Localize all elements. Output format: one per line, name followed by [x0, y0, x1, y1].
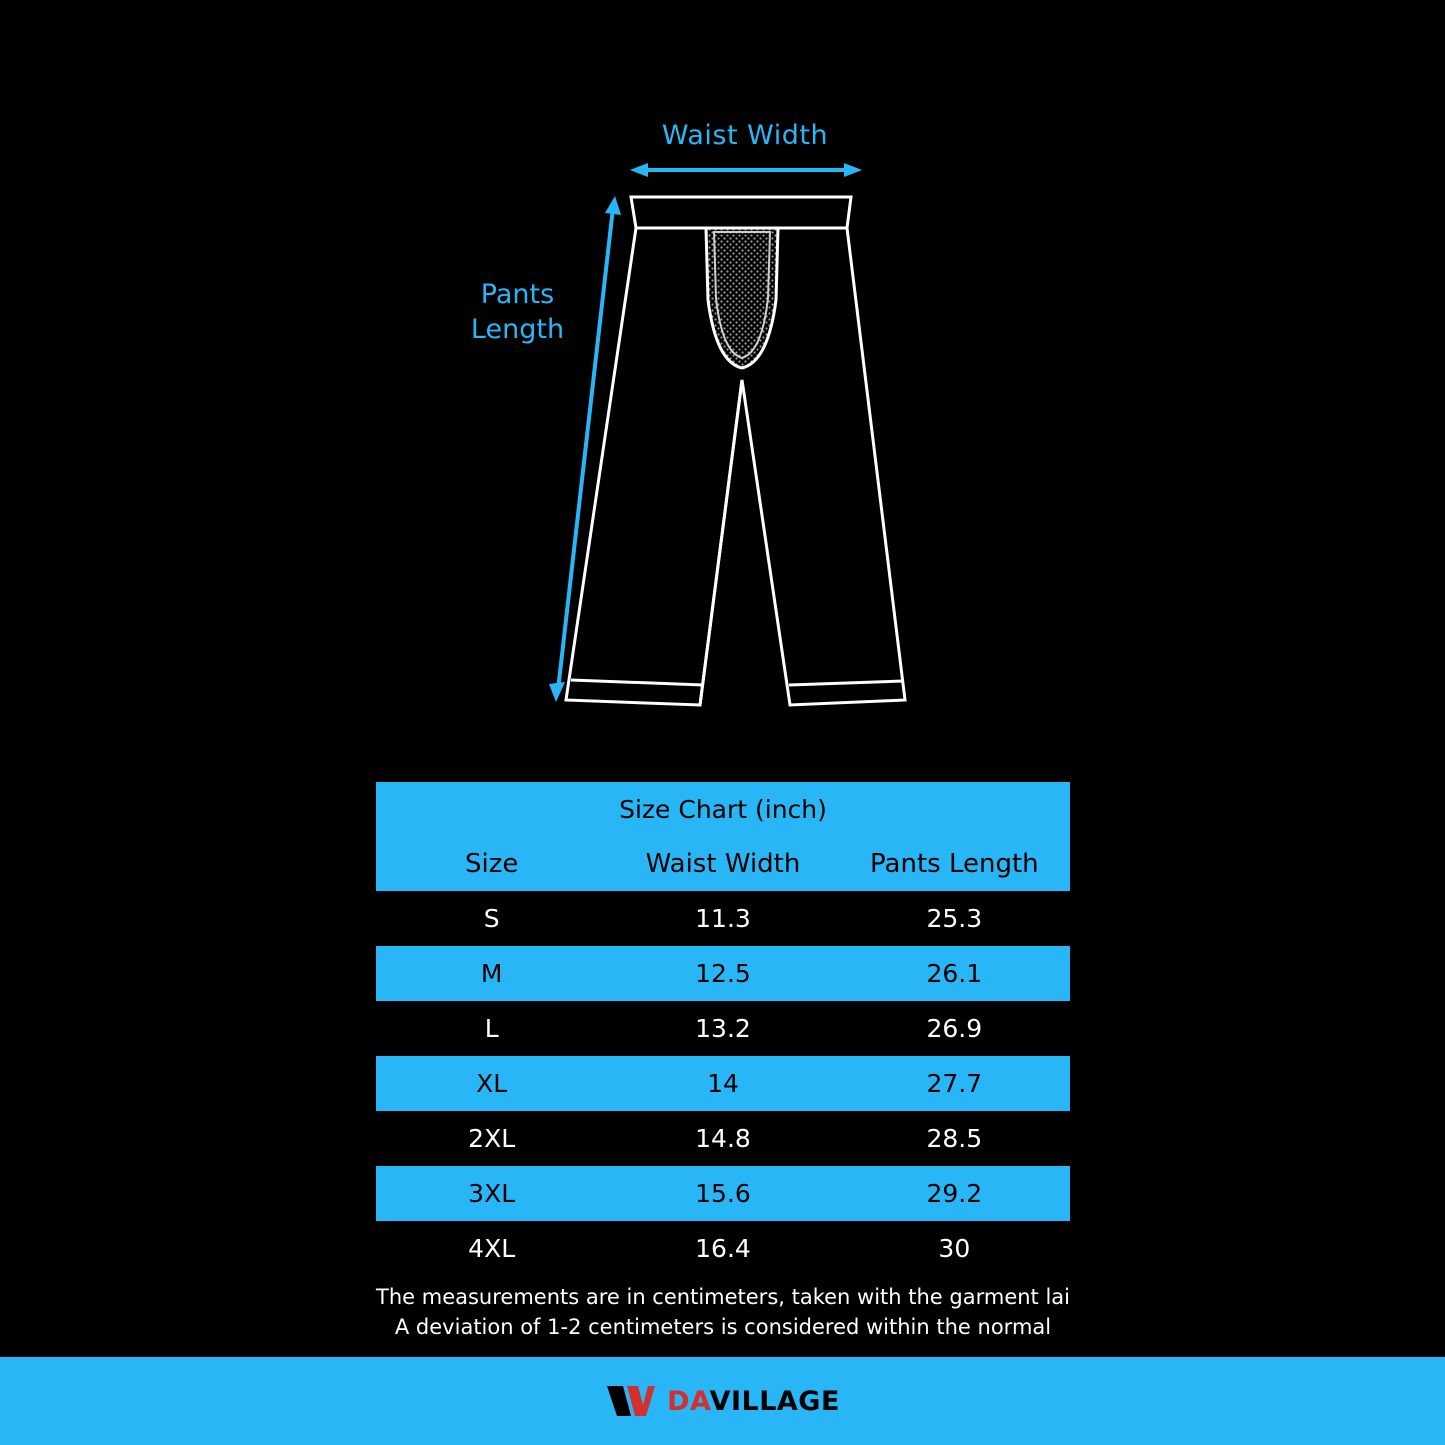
cell-pants-length: 29.2	[839, 1166, 1070, 1221]
cell-pants-length: 25.3	[839, 891, 1070, 946]
cell-waist-width: 15.6	[607, 1166, 838, 1221]
pants-length-label-line2: Length	[470, 313, 565, 345]
brand-logo	[605, 1383, 840, 1419]
cell-size: 4XL	[376, 1221, 607, 1276]
column-header-size: Size	[376, 837, 607, 891]
cell-waist-width: 14	[607, 1056, 838, 1111]
table-row	[376, 1111, 1070, 1166]
size-chart-table	[376, 782, 1070, 1276]
cell-pants-length: 28.5	[839, 1111, 1070, 1166]
cell-pants-length: 26.1	[839, 946, 1070, 1001]
table-row	[376, 1001, 1070, 1056]
cell-pants-length: 30	[839, 1221, 1070, 1276]
size-chart-title: Size Chart (inch)	[376, 782, 1070, 837]
table-title-row	[376, 782, 1070, 837]
table-row	[376, 1056, 1070, 1111]
cell-size: 2XL	[376, 1111, 607, 1166]
mesh-panel	[706, 228, 778, 368]
pants-length-label-line1: Pants	[480, 279, 555, 310]
table-header-row	[376, 837, 1070, 891]
table-row	[376, 1166, 1070, 1221]
cell-size: 3XL	[376, 1166, 607, 1221]
brand-name-village: VILLAGE	[709, 1385, 840, 1417]
column-header-pants-length: Pants Length	[839, 837, 1070, 891]
pants-length-arrow	[549, 196, 621, 702]
measurement-note-line1: The measurements are in centimeters, taken with the garment lai	[376, 1285, 1070, 1309]
cell-waist-width: 14.8	[607, 1111, 838, 1166]
cell-waist-width: 11.3	[607, 891, 838, 946]
measurement-note	[376, 1283, 1070, 1343]
cell-size: S	[376, 891, 607, 946]
dv-monogram-icon	[605, 1383, 657, 1419]
size-chart-table-wrap	[376, 782, 1070, 1276]
cell-waist-width: 16.4	[607, 1221, 838, 1276]
pants-length-label	[430, 278, 605, 347]
cell-size: XL	[376, 1056, 607, 1111]
brand-name	[667, 1386, 840, 1417]
brand-name-da: DA	[667, 1385, 710, 1417]
cell-pants-length: 26.9	[839, 1001, 1070, 1056]
cell-size: M	[376, 946, 607, 1001]
column-header-waist-width: Waist Width	[607, 837, 838, 891]
cell-waist-width: 13.2	[607, 1001, 838, 1056]
cell-waist-width: 12.5	[607, 946, 838, 1001]
table-row	[376, 891, 1070, 946]
table-row	[376, 1221, 1070, 1276]
waist-width-arrow	[630, 163, 862, 177]
cell-pants-length: 27.7	[839, 1056, 1070, 1111]
measurement-note-line2: A deviation of 1-2 centimeters is considered within the normal	[394, 1314, 1052, 1339]
cell-size: L	[376, 1001, 607, 1056]
footer-bar	[0, 1357, 1445, 1445]
table-row	[376, 946, 1070, 1001]
waist-width-label: Waist Width	[661, 120, 829, 151]
